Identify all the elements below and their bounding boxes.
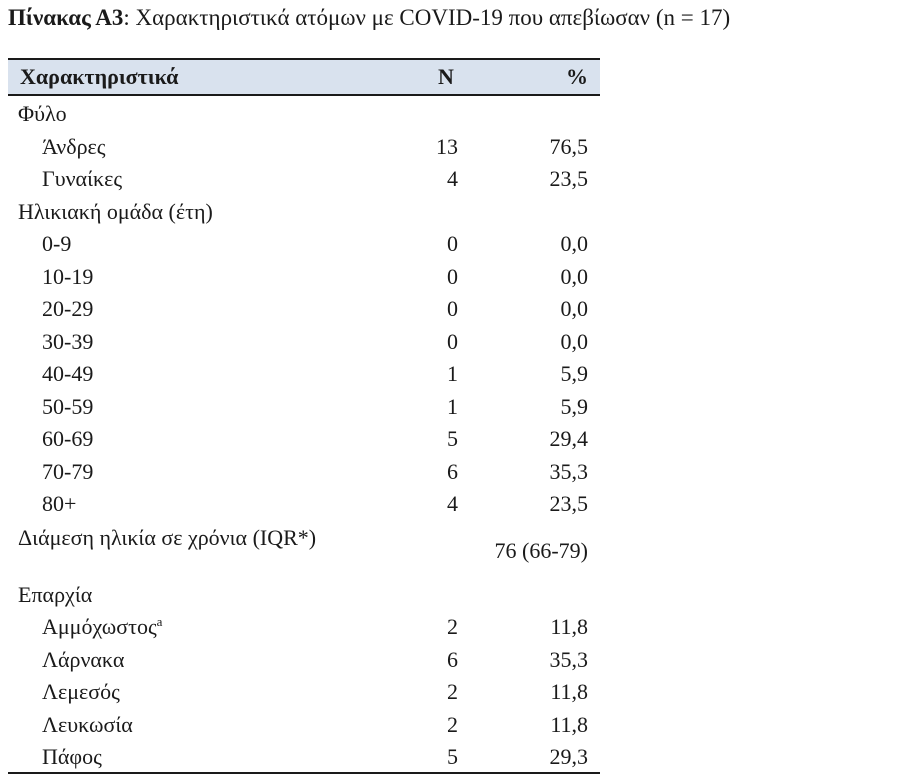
row-label-text: 80+ [42,491,77,516]
row-label [42,644,124,676]
table-group-row [8,579,600,612]
row-percent-value: 23,5 [549,491,588,516]
table-group-row [8,98,600,131]
row-percent-value: 11,8 [550,614,588,639]
row-percent-value: 29,3 [549,744,588,769]
row-n-value: 4 [447,166,458,191]
row-percent-value: 29,4 [549,426,588,451]
table-row [8,293,600,326]
row-label [42,423,93,455]
row-n-value: 1 [447,361,458,386]
row-label-text: Άνδρες [42,133,106,159]
table-group-row [8,196,600,229]
row-label-text: Ηλικιακή ομάδα (έτη) [18,198,213,224]
row-percent-value: 0,0 [560,231,588,256]
row-n-value: 4 [447,491,458,516]
row-label [42,676,120,708]
row-label-text: 30-39 [42,328,94,354]
row-percent-value: 23,5 [549,166,588,191]
row-n-value: 6 [447,646,458,672]
table-row [8,709,600,742]
table-caption-text: : Χαρακτηριστικά ατόμων με COVID-19 που απεβίωσαν (n = 17) [123,5,731,30]
row-label [18,523,338,552]
row-n-value: 2 [447,711,458,737]
row-n-value: 0 [447,231,458,256]
table-row [8,163,600,196]
row-n-value: 5 [447,744,458,769]
characteristics-table [8,58,600,774]
table-header [8,58,600,96]
row-label-text: 70-79 [42,458,94,484]
row-n-value: 13 [436,133,458,159]
table-row [8,423,600,456]
row-percent-value: 11,8 [550,711,588,737]
table-row [8,521,600,579]
row-label [42,488,76,520]
table-row [8,228,600,261]
table-row [8,676,600,709]
row-label-text: 40-49 [42,361,94,386]
table-row [8,261,600,294]
header-n: Ν [438,64,454,89]
header-percent: % [566,64,588,89]
row-label [18,196,213,228]
row-n-value: 2 [447,679,458,704]
row-label [18,98,67,130]
row-label [42,228,71,260]
row-label-text: Πάφος [42,744,102,769]
row-label [42,358,93,390]
row-label-text: 20-29 [42,296,94,321]
row-label [42,611,162,643]
row-label [42,741,102,773]
row-label-text: Επαρχία [18,581,93,607]
table-caption [8,4,730,32]
row-percent-value: 0,0 [560,296,588,321]
row-label [42,131,106,163]
row-label-text: Λευκωσία [42,711,133,737]
header-characteristics: Χαρακτηριστικά [20,64,179,89]
row-label [42,326,93,358]
row-label [42,456,93,488]
row-n-value: 0 [447,328,458,354]
row-percent-value: 0,0 [560,328,588,354]
row-percent-value: 5,9 [560,393,588,419]
row-percent-value: 11,8 [550,679,588,704]
row-n-value: 2 [447,614,458,639]
table-row [8,358,600,391]
table-body [8,98,600,774]
row-label-text: 60-69 [42,426,94,451]
row-percent-value: 35,3 [549,646,588,672]
footnote-marker: a [156,614,163,629]
row-percent-value: 35,3 [549,458,588,484]
row-percent-value: 76,5 [549,133,588,159]
table-row [8,644,600,677]
table-row [8,326,600,359]
table-row [8,741,600,774]
row-label [42,163,122,195]
row-n-value: 0 [447,296,458,321]
table-row [8,456,600,489]
row-label-text: Λάρνακα [42,646,125,672]
row-label-text: Λεμεσός [42,679,120,704]
row-label-text: Γυναίκες [42,166,123,191]
row-n-value: 0 [447,263,458,289]
row-label-text: Αμμόχωστος [42,614,157,639]
table-bottom-rule [8,772,600,774]
row-label-text: 0-9 [42,231,72,256]
row-n-value: 5 [447,426,458,451]
row-percent-value: 0,0 [560,263,588,289]
table-caption-label: Πίνακας Α3 [8,5,124,30]
row-label-text: 10-19 [42,263,94,289]
row-label [42,391,93,423]
row-label [42,709,133,741]
row-label-text: Φύλο [18,101,67,126]
row-n-value: 1 [447,393,458,419]
row-percent-value: 76 (66-79) [494,537,588,563]
table-row [8,391,600,424]
row-label [42,293,93,325]
row-n-value: 6 [447,458,458,484]
table-row [8,611,600,644]
row-label-text: 50-59 [42,393,94,419]
table-row [8,131,600,164]
row-label [42,261,93,293]
table-row [8,488,600,521]
row-percent-value: 5,9 [560,361,588,386]
row-label-text: Διάμεση ηλικία σε χρόνια (IQR*) [18,524,317,550]
row-label [18,579,92,611]
